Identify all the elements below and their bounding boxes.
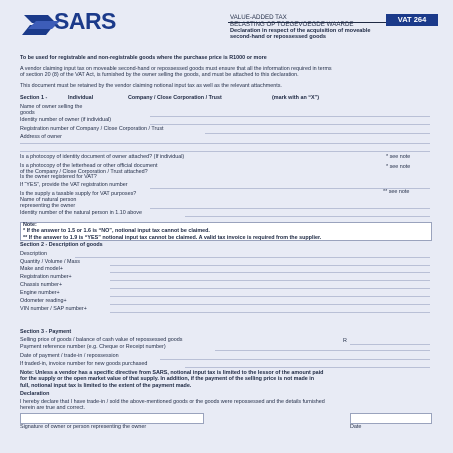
natural-person-id-field[interactable]	[185, 216, 430, 217]
currency-symbol: R	[343, 338, 347, 344]
registration-field[interactable]	[110, 280, 430, 281]
payment-reference-field[interactable]	[215, 350, 430, 351]
signature-field[interactable]	[20, 413, 204, 424]
form-title: VALUE-ADDED TAX BELASTING OP TOEGEVOEGDE WAARDE	[230, 14, 354, 28]
see-note-3: ** see note	[383, 189, 410, 195]
date-field[interactable]	[350, 413, 432, 424]
make-model-label: Make and model+	[20, 266, 64, 272]
vat-registered-question: Is the owner registered for VAT?	[20, 174, 97, 180]
engine-field[interactable]	[110, 296, 430, 297]
owner-name-label: Name of owner selling the goods	[20, 104, 83, 117]
registration-label: Registration number+	[20, 274, 72, 280]
mark-instruction: (mark with an “X”)	[272, 95, 320, 101]
see-note-1: * see note	[386, 154, 411, 160]
vin-label: VIN number / SAP number+	[20, 306, 87, 312]
owner-id-label: Identity number of owner (if individual)	[20, 117, 112, 123]
option-company[interactable]: Company / Close Corporation / Trust	[128, 95, 222, 101]
natural-person-id-label: Identity number of the natural person in 1.10 above	[20, 210, 142, 216]
selling-price-field[interactable]	[350, 344, 430, 345]
odometer-field[interactable]	[110, 304, 430, 305]
payment-reference-label: Payment reference number (e.g. Cheque or Receipt number)	[20, 344, 166, 350]
selling-price-label: Selling price of goods / balance of cash value of repossessed goods	[20, 337, 183, 343]
note-box-text: Note: * If the answer to 1.5 or 1.6 is “NO”, notional input tax cannot be claimed. ** If the answer to 1.9 is “YES” notional input tax cannot be claimed. A valid tax invoice is required from the supplier.	[23, 222, 322, 241]
intro-paragraph-2: This document must be retained by the vendor claiming notional input tax as well as the relevant attachments.	[20, 83, 282, 89]
goods-description-field[interactable]	[75, 257, 430, 258]
registration-number-label: Registration number of Company / Close Corporation / Trust	[20, 126, 164, 132]
natural-person-label: Name of natural person representing the owner	[20, 197, 77, 210]
taxable-supply-question: Is the supply a taxable supply for VAT purposes?	[20, 191, 137, 197]
payment-date-field[interactable]	[160, 359, 430, 360]
section2-heading: Section 2 - Description of goods	[20, 242, 103, 248]
form-code-badge: VAT 264	[386, 14, 438, 26]
section3-note: Note: Unless a vendor has a specific directive from SARS, notional input tax is limited to the lessor of the amount paid for the supply or the open market value of that supply. In addition, if the payment of the selling price is not made in full, notional input tax is limited to the extent of the payment made.	[20, 370, 324, 389]
registration-number-field[interactable]	[205, 133, 430, 134]
signature-label: Signature of owner or person representing the owner	[20, 424, 147, 430]
section3-heading: Section 3 - Payment	[20, 329, 72, 335]
owner-id-field[interactable]	[150, 124, 430, 125]
option-individual[interactable]: Individual	[68, 95, 94, 101]
declaration-heading: Declaration	[20, 391, 50, 397]
engine-label: Engine number+	[20, 290, 60, 296]
trade-in-invoice-field[interactable]	[185, 367, 430, 368]
date-label: Date	[350, 424, 362, 430]
chassis-field[interactable]	[110, 288, 430, 289]
payment-date-label: Date of payment / trade-in / repossession	[20, 353, 119, 359]
odometer-label: Odometer reading+	[20, 298, 67, 304]
brand-name: SARS	[54, 8, 116, 34]
id-photocopy-question: Is a photocopy of identity document of owner attached? (If individual)	[20, 154, 185, 160]
declaration-text: I hereby declare that I have trade-in / sold the above-mentioned goods or the goods were repossessed and the details furnished herein are true and correct.	[20, 399, 325, 412]
trade-in-invoice-label: If traded-in, invoice number for new goods purchased	[20, 361, 148, 367]
owner-address-line-2[interactable]	[20, 151, 430, 152]
intro-paragraph-1: A vendor claiming input tax on moveable second-hand or repossessed goods must ensure that all the information required in terms of section 20 (8) of the VAT Act, is furnished by the owner selling the goods, and must be attached to this declaration.	[20, 66, 332, 79]
owner-name-field[interactable]	[150, 116, 430, 117]
form-subtitle: Declaration in respect of the acquisition of moveable second-hand or repossessed goods	[230, 28, 371, 41]
chassis-label: Chassis number+	[20, 282, 63, 288]
quantity-label: Quantity / Volume / Mass	[20, 259, 80, 265]
vin-field[interactable]	[110, 312, 430, 313]
usage-notice: To be used for registrable and non-registrable goods where the purchase price is R1000 or more	[20, 55, 267, 61]
owner-address-label: Address of owner	[20, 134, 62, 140]
quantity-field[interactable]	[110, 265, 430, 266]
see-note-2: * see note	[386, 164, 411, 170]
make-model-field[interactable]	[110, 272, 430, 273]
natural-person-field[interactable]	[150, 208, 430, 209]
owner-address-line-1[interactable]	[20, 143, 430, 144]
goods-description-label: Description	[20, 251, 47, 257]
letterhead-question: Is a photocopy of the letterhead or other official document of the Company / Close Corporation / Trust attached?	[20, 163, 158, 176]
section1-heading: Section 1 -	[20, 95, 48, 101]
vat-number-label: If “YES”, provide the VAT registration number	[20, 182, 128, 188]
